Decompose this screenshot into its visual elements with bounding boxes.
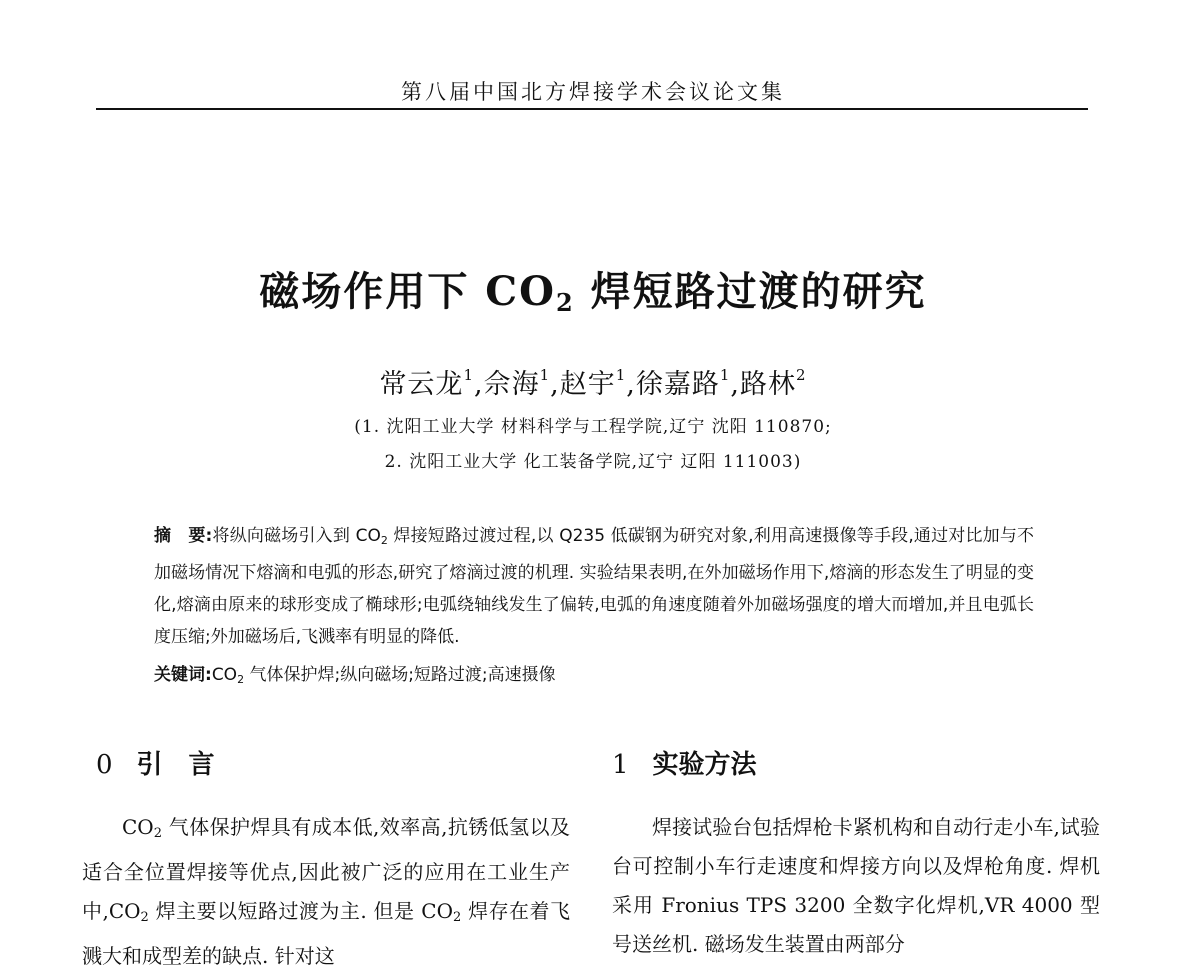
abstract-paragraph bbox=[154, 520, 1034, 653]
author-name: 徐嘉路 bbox=[635, 369, 720, 400]
author-affil-mark: 1 bbox=[539, 366, 551, 384]
intro-text: 焊主要以短路过渡为主. 但是 CO bbox=[148, 899, 453, 923]
abstract-text: 焊接短路过渡过程,以 Q235 低碳钢为研究对象,利用高速摄像等手段,通过对比加与不加磁场情况下熔滴和电弧的形态,研究了熔滴过渡的机理. 实验结果表明,在外加磁场作用下,熔滴的形态发生了明显的变化,熔滴由原来的球形变成了椭球形;电弧绕轴线发生了偏转,电弧的角速度随着外加磁场强度的增大而增加,并且电弧长度压缩;外加磁场后,飞溅率有明显的降低. bbox=[154, 526, 1035, 647]
section-number: 1 bbox=[612, 750, 629, 780]
intro-text: 焊存在着飞溅大和成型差的缺点. 针对这 bbox=[82, 899, 570, 968]
affiliation-line: 2. 沈阳工业大学 化工装备学院,辽宁 辽阳 111003) bbox=[384, 452, 802, 472]
intro-subscript: 2 bbox=[153, 826, 162, 841]
author-name: 路林 bbox=[740, 369, 796, 400]
author-affil-mark: 1 bbox=[615, 366, 627, 384]
intro-paragraph bbox=[82, 808, 570, 976]
keywords-label: 关键词: bbox=[154, 665, 212, 685]
section-title: 实验方法 bbox=[652, 750, 757, 780]
title-part-2: 焊短路过渡的研究 bbox=[574, 268, 927, 315]
author-affil-mark: 1 bbox=[463, 366, 474, 384]
affiliation-line: (1. 沈阳工业大学 材料科学与工程学院,辽宁 沈阳 110870; bbox=[354, 417, 832, 437]
author-list bbox=[0, 362, 1186, 401]
author-affil-mark: 2 bbox=[796, 366, 807, 384]
author-name: 常云龙 bbox=[379, 369, 464, 400]
author-name: 赵宇 bbox=[559, 369, 616, 400]
abstract-text: 将纵向磁场引入到 CO bbox=[212, 526, 381, 546]
intro-text: CO bbox=[122, 815, 154, 839]
header-rule bbox=[96, 108, 1088, 110]
keywords-subscript: 2 bbox=[237, 673, 245, 686]
title-subscript: 2 bbox=[555, 288, 575, 317]
keywords-text: CO bbox=[211, 665, 238, 685]
method-paragraph: 焊接试验台包括焊枪卡紧机构和自动行走小车,试验台可控制小车行走速度和焊接方向以及焊枪角度. 焊机采用 Fronius TPS 3200 全数字化焊机,VR 4000 型号送丝机. 磁场发生装置由两部分 bbox=[612, 815, 1100, 956]
intro-subscript: 2 bbox=[453, 910, 462, 925]
author-separator: , bbox=[730, 369, 740, 400]
section-number: 0 bbox=[96, 750, 113, 780]
section-heading-method bbox=[612, 744, 757, 781]
section-heading-introduction bbox=[96, 744, 215, 781]
author-separator: , bbox=[626, 369, 636, 400]
author-name: 佘海 bbox=[483, 369, 540, 400]
author-separator: , bbox=[550, 369, 560, 400]
author-separator: , bbox=[473, 369, 484, 400]
keywords-line bbox=[154, 659, 1034, 696]
intro-text: 气体保护焊具有成本低,效率高,抗锈低氢以及适合全位置焊接等优点,因此被广泛的应用在工业生产中,CO bbox=[82, 815, 570, 923]
abstract-label: 摘 要: bbox=[154, 526, 213, 546]
abstract-block bbox=[154, 520, 1034, 696]
paper-title bbox=[0, 260, 1186, 317]
abstract-subscript: 2 bbox=[380, 534, 388, 547]
title-part-1: 磁场作用下 CO bbox=[259, 268, 556, 315]
keywords-text: 气体保护焊;纵向磁场;短路过渡;高速摄像 bbox=[244, 665, 556, 685]
author-affil-mark: 1 bbox=[719, 366, 731, 384]
section-title: 引 言 bbox=[136, 750, 215, 780]
intro-subscript: 2 bbox=[140, 910, 149, 925]
running-header: 第八届中国北方焊接学术会议论文集 bbox=[401, 80, 785, 104]
